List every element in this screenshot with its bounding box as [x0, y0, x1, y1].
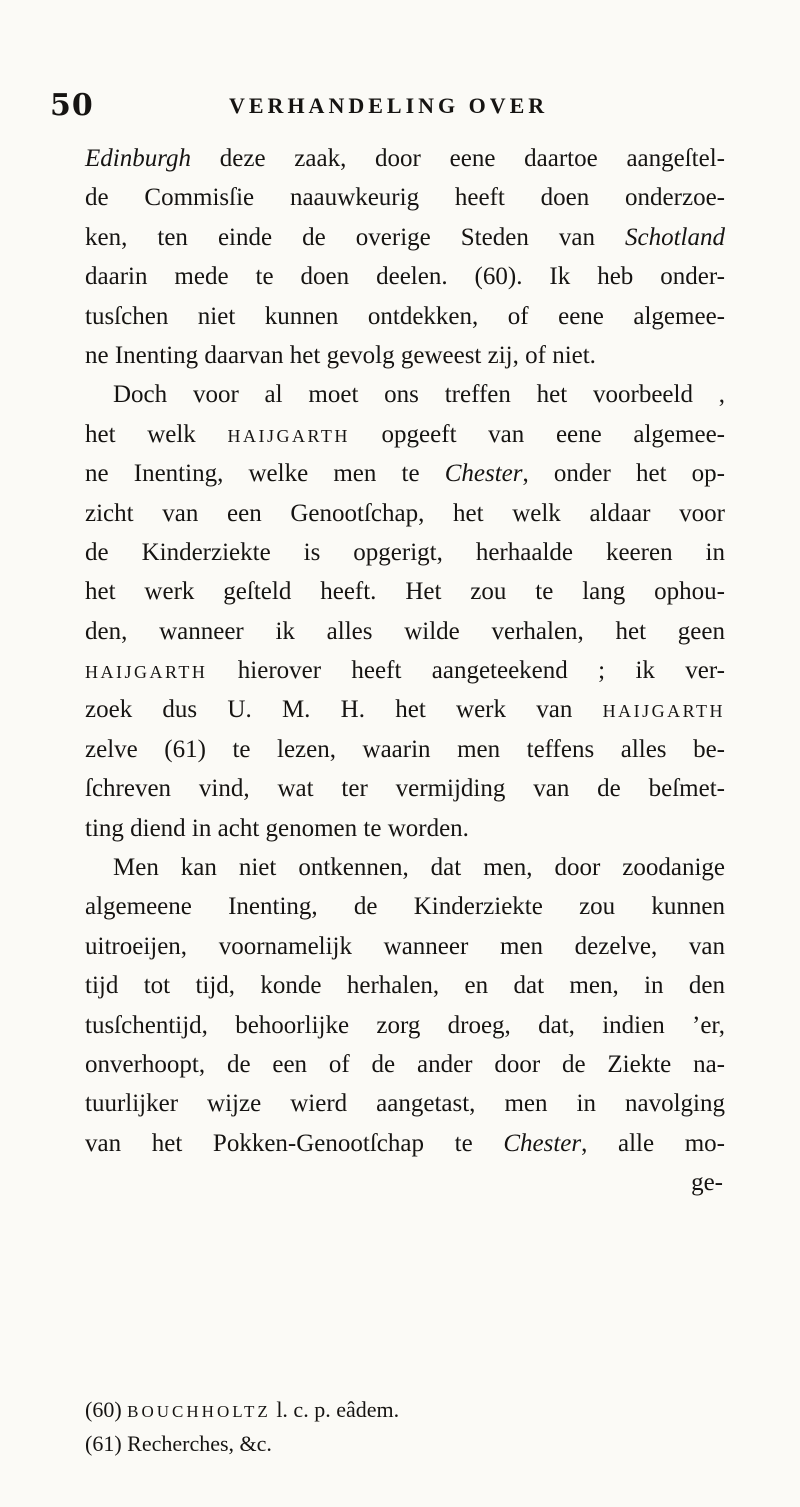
- text-run: ne Inenting, welke men te: [85, 460, 445, 488]
- text-run: algemeene Inenting, de Kinderziekte zou kunnen: [85, 893, 725, 921]
- text-line: [85, 612, 725, 651]
- text-line: [85, 1006, 725, 1045]
- footnote: [85, 1393, 725, 1427]
- text-run: tijd tot tijd, konde herhalen, en dat men, in den: [85, 972, 725, 1000]
- text-line: [85, 139, 725, 178]
- text-run: Doch voor al moet ons treffen het voorbeeld ,: [113, 381, 725, 409]
- text-run: (61) Recherches, &c.: [85, 1431, 272, 1456]
- text-line: [85, 375, 725, 414]
- text-run: ſchreven vind, wat ter vermijding van de beſmet-: [85, 775, 725, 803]
- text-run: Men kan niet ontkennen, dat men, door zoodanige: [113, 854, 725, 882]
- text-run: zicht van een Genootſchap, het welk aldaar voor: [85, 499, 725, 527]
- text-line: [85, 572, 725, 611]
- text-line: [85, 454, 725, 493]
- text-run: (60): [85, 1397, 128, 1422]
- text-run: de Commisſie naauwkeurig heeft doen onderzoe-: [85, 184, 725, 212]
- text-run: tusſchentijd, behoorlijke zorg droeg, dat, indien ’er,: [85, 1011, 725, 1039]
- text-line: [85, 730, 725, 769]
- text-line: [85, 218, 725, 257]
- italic-word: Edinburgh: [85, 145, 192, 172]
- text-line: [85, 257, 725, 296]
- text-line: [85, 927, 725, 966]
- text-run: opgeeft van eene algemee-: [349, 420, 725, 448]
- small-caps-name: BOUCHHOLTZ: [127, 1402, 271, 1421]
- footnote: [85, 1427, 725, 1461]
- text-run: uitroeijen, voornamelijk wanneer men dezelve, van: [85, 932, 725, 960]
- small-caps-name: HAIJGARTH: [602, 701, 725, 722]
- text-line: [85, 1084, 725, 1123]
- italic-word: Chester: [444, 460, 523, 488]
- text-run: tusſchen niet kunnen ontdekken, of eene algemee-: [85, 302, 725, 330]
- text-line: [85, 533, 725, 572]
- running-head: VERHANDELING OVER: [229, 93, 549, 118]
- small-caps-name: HAIJGARTH: [227, 425, 350, 446]
- text-run: het welk: [85, 420, 228, 448]
- text-run: ne Inenting daarvan het gevolg geweest zij, of niet.: [85, 341, 596, 369]
- text-line: [85, 1124, 725, 1163]
- text-run: zoek dus U. M. H. het werk van: [85, 696, 603, 724]
- text-run: de Kinderziekte is opgerigt, herhaalde keeren in: [85, 538, 725, 566]
- text-line: [85, 848, 725, 887]
- text-run: , onder het op-: [522, 460, 726, 488]
- text-run: het werk geſteld heeft. Het zou te lang ophou-: [85, 578, 725, 606]
- text-line: [85, 178, 725, 217]
- text-run: daarin mede te doen deelen. (60). Ik heb onder-: [85, 263, 725, 291]
- text-line: [85, 1045, 725, 1084]
- text-run: , alle mo-: [581, 1129, 726, 1157]
- small-caps-name: HAIJGARTH: [85, 662, 208, 683]
- text-line: [85, 651, 725, 690]
- text-run: l. c. p. eâdem.: [270, 1397, 400, 1422]
- text-line: [85, 690, 725, 729]
- page-header: [50, 88, 750, 128]
- text-run: den, wanneer ik alles wilde verhalen, het geen: [85, 617, 725, 645]
- footnotes: [85, 1393, 725, 1461]
- text-line: [85, 769, 725, 808]
- text-run: hierover heeft aangeteekend ; ik ver-: [207, 657, 725, 685]
- text-run: zelve (61) te lezen, waarin men teffens alles be-: [85, 735, 725, 763]
- body-text: [85, 139, 725, 1203]
- italic-word: Chester: [503, 1129, 582, 1157]
- text-line: [85, 1163, 725, 1202]
- page-number: 50: [50, 88, 94, 123]
- text-run: ken, ten einde de overige Steden van: [85, 223, 625, 251]
- text-run: ting diend in acht genomen te worden.: [85, 814, 469, 842]
- text-run: tuurlijker wijze wierd aangetast, men in navolging: [85, 1090, 725, 1118]
- text-run: van het Pokken-Genootſchap te: [85, 1129, 504, 1157]
- text-run: ge-: [691, 1169, 723, 1197]
- text-line: [85, 966, 725, 1005]
- italic-word: Schotland: [625, 223, 725, 251]
- text-line: [85, 297, 725, 336]
- text-line: [85, 887, 725, 926]
- text-line: [85, 336, 725, 375]
- text-line: [85, 415, 725, 454]
- text-line: [85, 494, 725, 533]
- text-run: deze zaak, door eene daartoe aangeſtel-: [191, 145, 725, 172]
- text-line: [85, 809, 725, 848]
- text-run: onverhoopt, de een of de ander door de Ziekte na-: [85, 1050, 725, 1078]
